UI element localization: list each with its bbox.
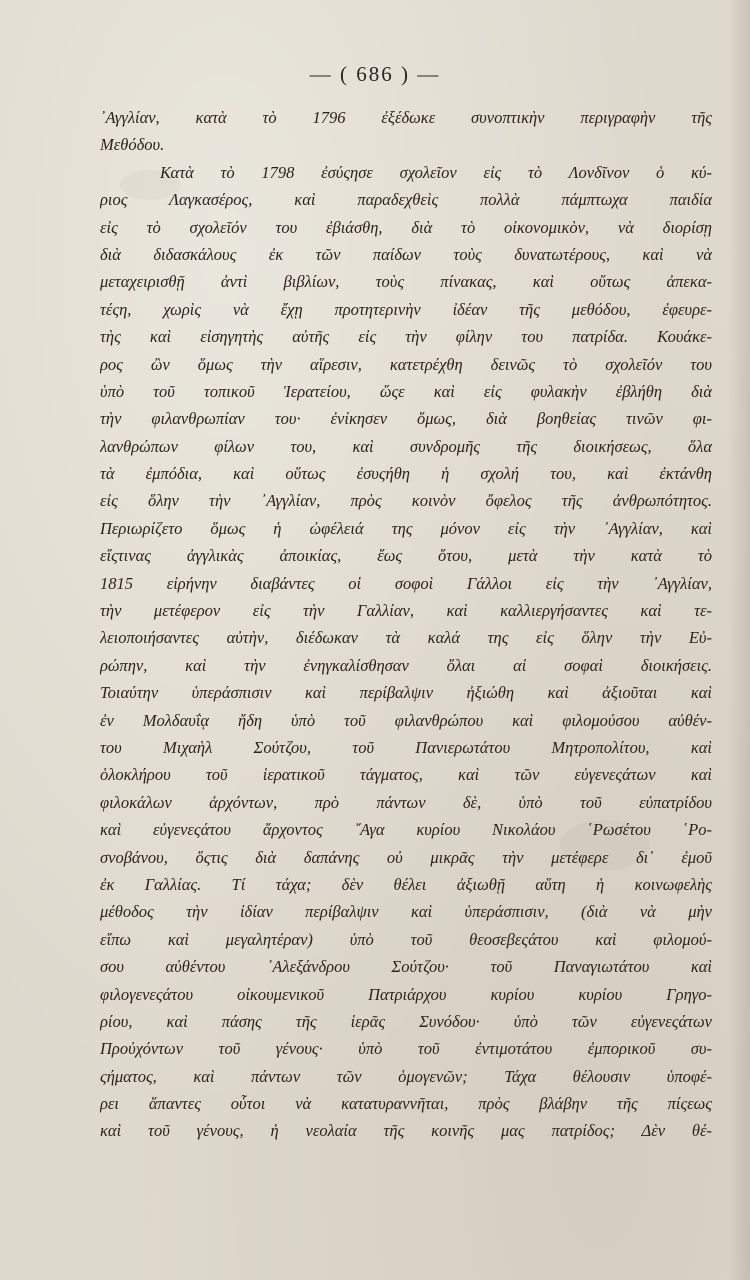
text-line: εἴςτινας ἀγγλικὰς ἀποικίας, ἕως ὅτου, μετὰ τὴν κατὰ τὸ bbox=[100, 546, 712, 566]
page-edge-shadow bbox=[728, 0, 750, 1280]
page-number-header: — ( 686 ) — bbox=[309, 62, 441, 86]
text-line: ᾿Αγγλίαν, κατὰ τὸ 1796 ἐξέδωκε συνοπτικὴν περιγραφὴν τῆς bbox=[100, 108, 712, 127]
text-line: ὑπὸ τοῦ τοπικοῦ Ἱερατείου, ὥςε καὶ εἰς φυλακὴν ἐβλήθη διὰ bbox=[100, 381, 712, 401]
text-line: διὰ διδασκάλους ἐκ τῶν παίδων τοὺς δυνατωτέρους, καὶ νὰ bbox=[100, 244, 712, 264]
text-line: εἰς ὅλην τὴν ᾿Αγγλίαν, πρὸς κοινὸν ὄφελος τῆς ἀνθρωπότητος. bbox=[100, 491, 712, 511]
text-line: λανθρώπων φίλων του, καὶ συνδρομῆς τῆς διοικήσεως, ὅλα bbox=[100, 436, 712, 456]
text-line: τὴν φιλανθρωπίαν του· ἐνίκησεν ὅμως, διὰ βοηθείας τινῶν φι- bbox=[100, 409, 712, 429]
body-text bbox=[100, 104, 712, 1145]
text-line: ρώπην, καὶ τὴν ἐνηγκαλίσθησαν ὅλαι αἱ σοφαὶ διοικήσεις. bbox=[100, 655, 712, 675]
text-line: Μεθόδου. bbox=[100, 135, 165, 155]
text-line: φιλοκάλων ἀρχόντων, πρὸ πάντων δὲ, ὑπὸ τοῦ εὐπατρίδου bbox=[100, 792, 712, 812]
text-line: καὶ τοῦ γένους, ἡ νεολαία τῆς κοινῆς μας πατρίδος; Δὲν θέ- bbox=[100, 1121, 712, 1141]
text-line: Περιωρίζετο ὅμως ἡ ὠφέλειά της μόνον εἰς τὴν ᾿Αγγλίαν, καὶ bbox=[100, 518, 712, 538]
text-line: ρος ὢν ὅμως τὴν αἵρεσιν, κατετρέχθη δεινῶς τὸ σχολεῖόν του bbox=[100, 354, 712, 374]
text-line: Κατὰ τὸ 1798 ἐσύςησε σχολεῖον εἰς τὸ Λονδῖνον ὁ κύ- bbox=[160, 162, 712, 182]
text-line: ςήματος, καὶ πάντων τῶν ὁμογενῶν; Τάχα θέλουσιν ὑποφέ- bbox=[100, 1066, 712, 1086]
text-line: ρει ἅπαντες οὗτοι νὰ κατατυραννῆται, πρὸς βλάβην τῆς πίςεως bbox=[100, 1094, 712, 1114]
text-line: εἴπω καὶ μεγαλητέραν) ὑπὸ τοῦ θεοσεβεςάτου καὶ φιλομού- bbox=[100, 929, 712, 949]
text-line: 1815 εἰρήνην διαβάντες οἱ σοφοὶ Γάλλοι εἰς τὴν ᾿Αγγλίαν, bbox=[100, 573, 712, 593]
text-line: τέςη, χωρὶς νὰ ἔχῃ προτητερινὴν ἰδέαν τῆς μεθόδου, ἐφευρε- bbox=[100, 299, 712, 319]
text-line: ἐκ Γαλλίας. Τί τάχα; δὲν θέλει ἀξιωθῇ αὕτη ἡ κοινωφελὴς bbox=[100, 874, 712, 894]
text-line: φιλογενεςάτου οἰκουμενικοῦ Πατριάρχου κυρίου κυρίου Γρηγο- bbox=[100, 984, 712, 1004]
text-line: εἰς τὸ σχολεῖόν του ἐβιάσθη, διὰ τὸ οἰκονομικὸν, νὰ διορίσῃ bbox=[100, 217, 712, 237]
text-line: μεταχειρισθῇ ἀντὶ βιβλίων, τοὺς πίνακας, καὶ οὕτως ἀπεκα- bbox=[100, 272, 712, 292]
text-line: λειοποιήσαντες αὐτὴν, διέδωκαν τὰ καλά της εἰς ὅλην τὴν Εὐ- bbox=[100, 628, 712, 648]
text-line: τὰ ἐμπόδια, καὶ οὕτως ἐσυςήθη ἡ σχολή του, καὶ ἐκτάνθη bbox=[100, 464, 712, 484]
text-line: ὁλοκλήρου τοῦ ἱερατικοῦ τάγματος, καὶ τῶν εὐγενεςάτων καὶ bbox=[100, 765, 712, 785]
text-line: μέθοδος τὴν ἰδίαν περίβαλψιν καὶ ὑπεράσπισιν, (διὰ νὰ μὴν bbox=[100, 902, 712, 922]
text-line: του Μιχαὴλ Σούτζου, τοῦ Πανιερωτάτου Μητροπολίτου, καὶ bbox=[100, 737, 712, 757]
text-line: σου αὐθέντου ᾿Αλεξάνδρου Σούτζου· τοῦ Παναγιωτάτου καὶ bbox=[100, 957, 712, 977]
text-line: ἐν Μολδαυΐᾳ ἤδη ὑπὸ τοῦ φιλανθρώπου καὶ φιλομούσου αὐθέν- bbox=[100, 710, 712, 730]
text-line: καὶ εὐγενεςάτου ἄρχοντος ῎Αγα κυρίου Νικολάου ῾Ρωσέτου ῾Ρο- bbox=[100, 820, 712, 840]
text-line: τὴς καὶ εἰσηγητὴς αὐτῆς εἰς τὴν φίλην του πατρίδα. Κουάκε- bbox=[100, 327, 712, 347]
text-line: ριος Λαγκασέρος, καὶ παραδεχθεὶς πολλὰ πάμπτωχα παιδία bbox=[100, 190, 712, 210]
text-line: Προὐχόντων τοῦ γένους· ὑπὸ τοῦ ἐντιμοτάτου ἐμπορικοῦ συ- bbox=[100, 1039, 712, 1059]
text-line: τὴν μετέφερον εἰς τὴν Γαλλίαν, καὶ καλλιεργήσαντες καὶ τε- bbox=[100, 601, 712, 621]
text-line: ρίου, καὶ πάσης τῆς ἱερᾶς Συνόδου· ὑπὸ τῶν εὐγενεςάτων bbox=[100, 1011, 712, 1031]
text-line: σνοβάνου, ὅςτις διὰ δαπάνης οὐ μικρᾶς τὴν μετέφερε δι᾿ ἐμοῦ bbox=[100, 847, 712, 867]
text-line: Τοιαύτην ὑπεράσπισιν καὶ περίβαλψιν ἠξιώθη καὶ ἀξιοῦται καὶ bbox=[100, 683, 712, 703]
